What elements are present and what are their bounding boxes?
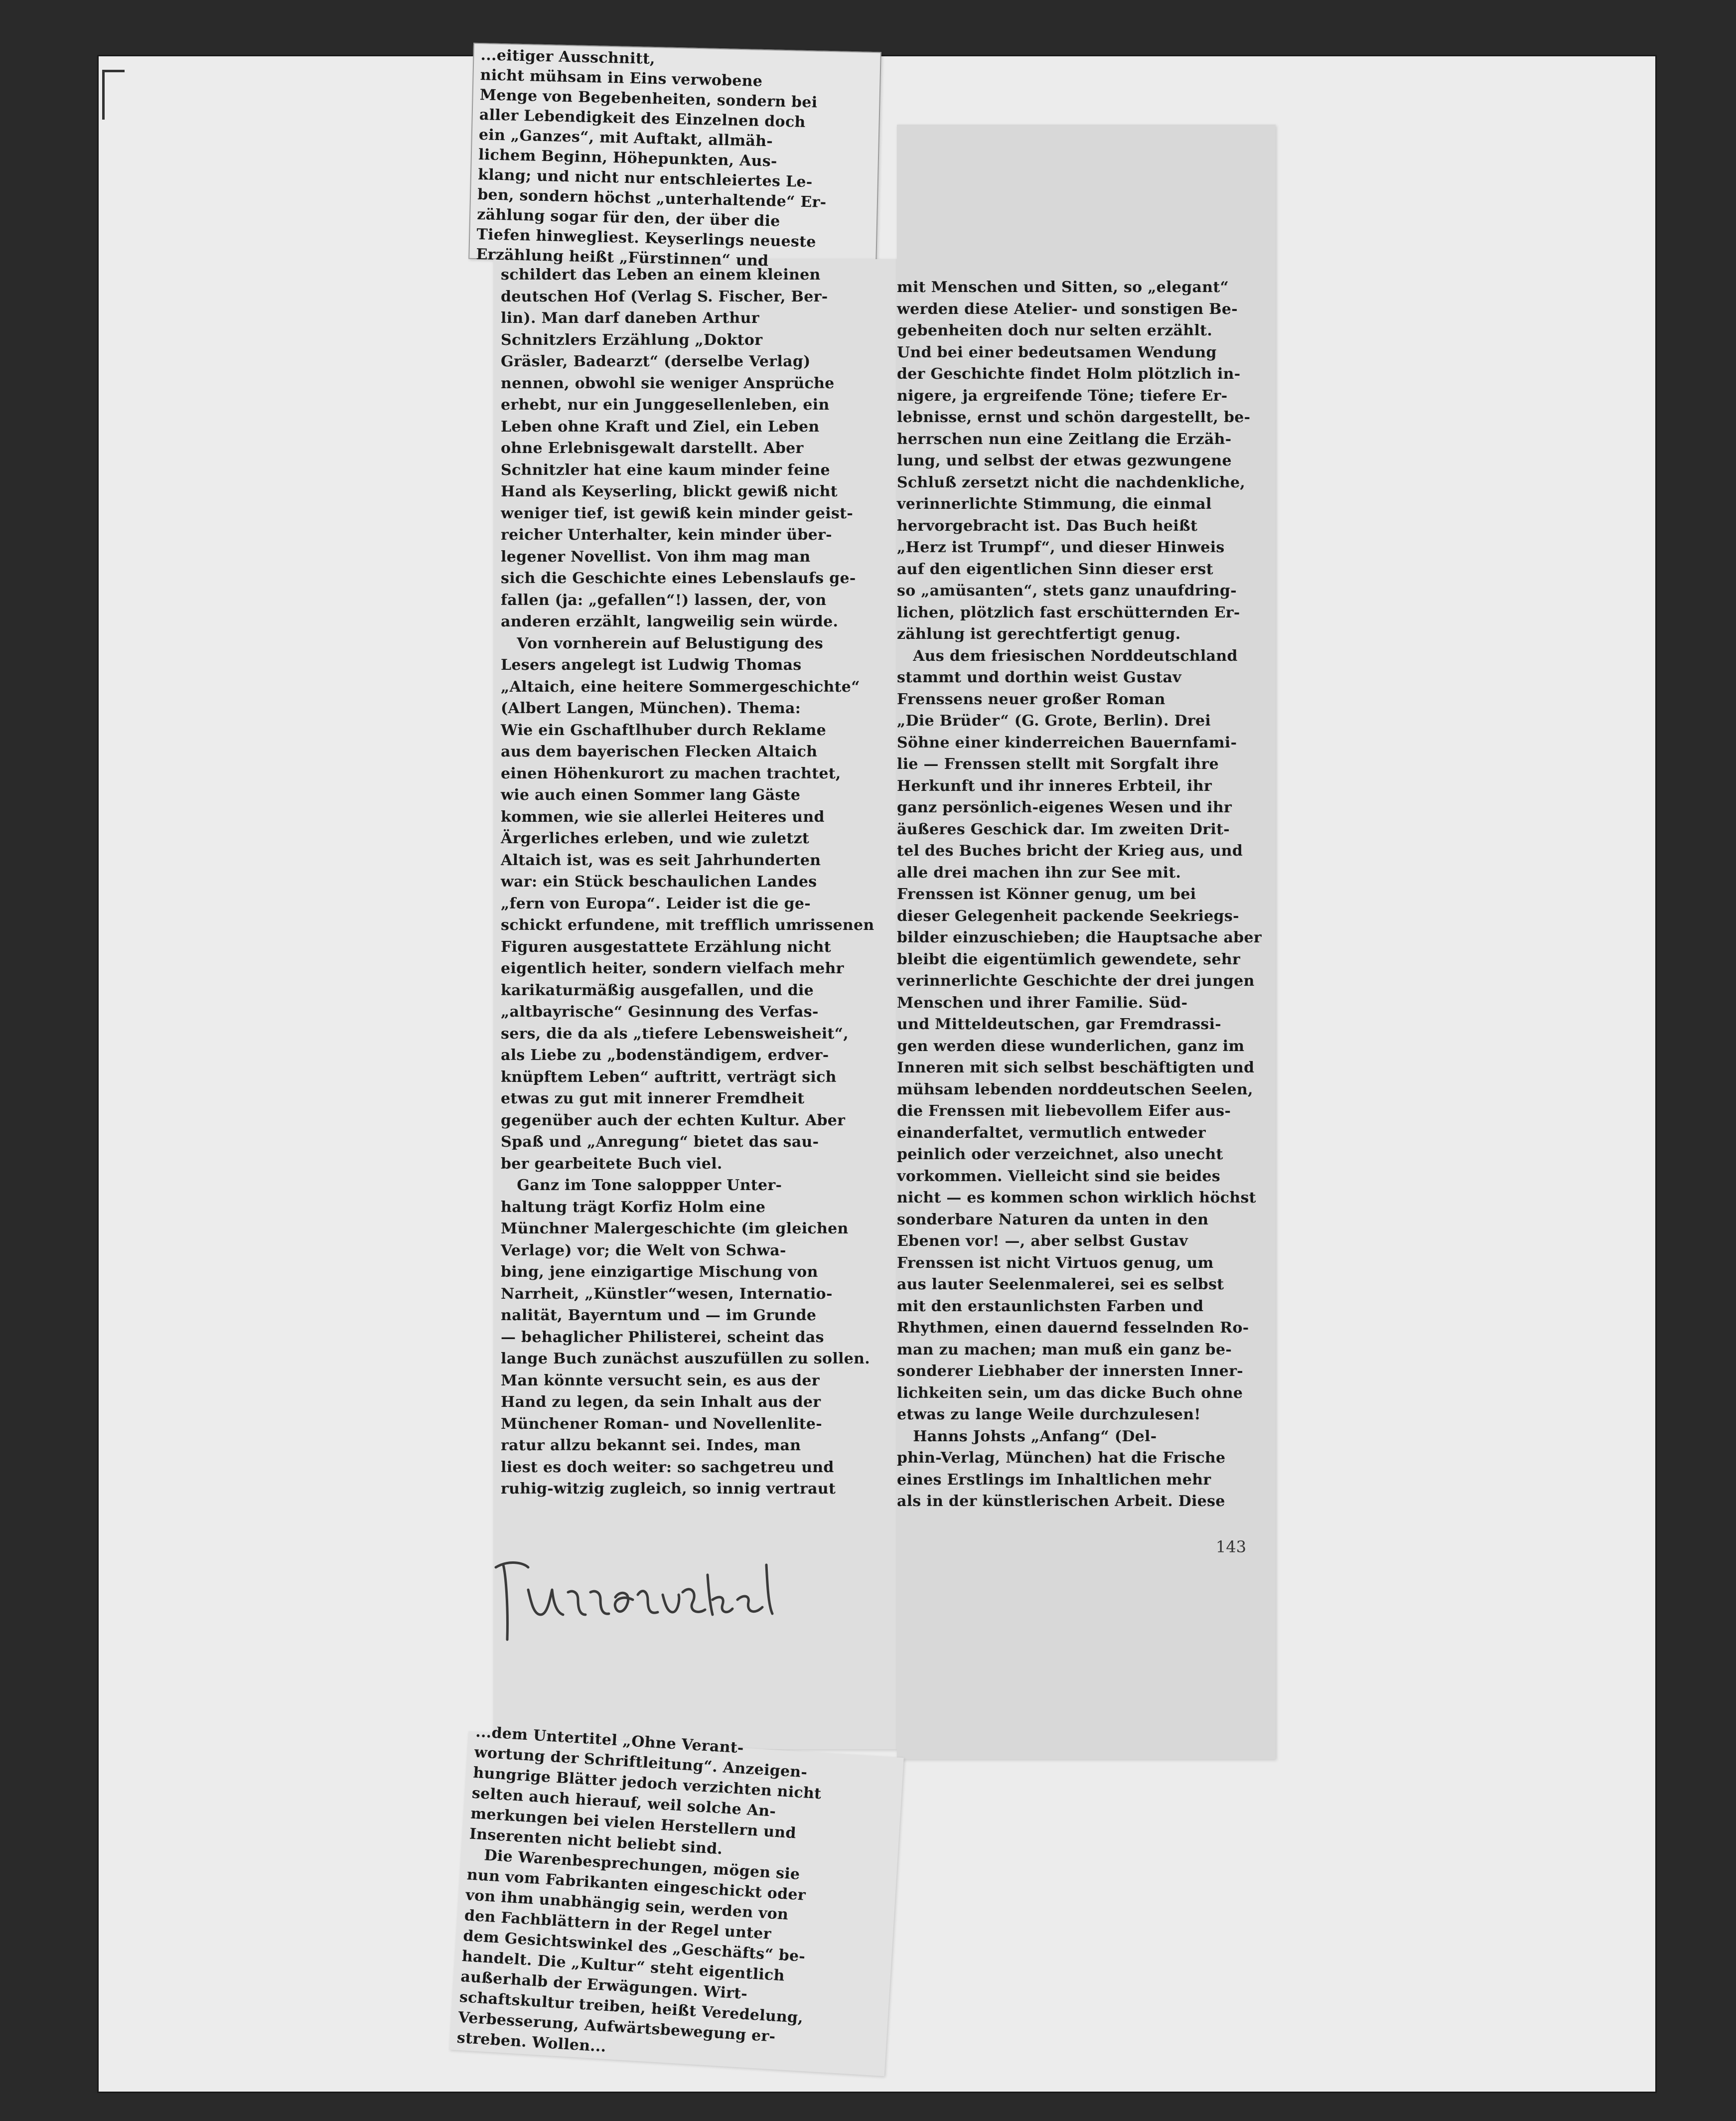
clipping-bottom-text: ...dem Untertitel „Ohne Verant- wortung der Schriftleitung“. Anzeigen- hungrige Blätter jedoch verzichten nicht selten auch hierauf, weil solche An- merkungen bei vielen Herstellern und Inserenten nicht beliebt sind. Die Warenbesprechungen, mögen sie nun vom Fabrikanten eingeschickt oder von ihm unabhängig sein, werden von den Fachblättern in der Regel unter dem Gesichtswinkel des „Geschäfts“ be- handelt. Die „Kultur“ steht eigentlich außerhalb der Erwägungen. Wirt- schaftskultur treiben, heißt Veredelung, Verbesserung, Aufwärtsbewegung er- streben. Wollen... <box>456 1723 822 2056</box>
page-number: 143 <box>1216 1537 1247 1556</box>
handwritten-signature <box>493 1545 792 1650</box>
corner-crop-mark <box>102 70 125 120</box>
clipping-top-text: ...eitiger Ausschnitt, nicht mühsam in Eins verwobene Menge von Begebenheiten, sondern bei aller Lebendigkeit des Einzelnen doch ein „Ganzes“, mit Auftakt, allmäh- lichem Beginn, Höhepunkten, Aus- klang; und nicht nur entschleiertes Le- ben, sondern höchst „unterhaltende“ Er- zählung sogar für den, der über die Tiefen hinwegliest. Keyserlings neueste Erzählung heißt „Fürstinnen“ und <box>476 46 827 270</box>
right-column-text: mit Menschen und Sitten, so „elegant“ werden diese Atelier- und sonstigen Be- gebenheiten doch nur selten erzählt. Und bei einer bedeutsamen Wendung der Geschichte findet Holm plötzlich in- nigere, ja ergreifende Töne; tiefere Er- lebnisse, ernst und schön dargestellt, be- herrschen nun eine Zeitlang die Erzäh- lung, und selbst der etwas gezwungene Schluß zersetzt nicht die nachdenkliche, verinnerlichte Stimmung, die einmal hervorgebracht ist. Das Buch heißt „Herz ist Trumpf“, und dieser Hinweis auf den eigentlichen Sinn dieser erst so „amüsanten“, stets ganz unaufdring- lichen, plötzlich fast erschütternden Er- zählung ist gerechtfertigt genug. Aus dem friesischen Norddeutschland stammt und dorthin weist Gustav Frenssens neuer großer Roman „Die Brüder“ (G. Grote, Berlin). Drei Söhne einer kinderreichen Bauernfami- lie — Frenssen stellt mit Sorgfalt ihre Herkunft und ihr inneres Erbteil, ihr ganz persönlich-eigenes Wesen und ihr äußeres Geschick dar. Im zweiten Drit- tel des Buches bricht der Krieg aus, und alle drei machen ihn zur See mit. Frenssen ist Könner genug, um bei dieser Gelegenheit packende Seekriegs- bilder einzuschieben; die Hauptsache aber bleibt die eigentümlich gewendete, sehr verinnerlichte Geschichte der drei jungen Menschen und ihrer Familie. Süd- und Mitteldeutschen, gar Fremdrassi- gen werden diese wunderlichen, ganz im Inneren mit sich selbst beschäftigten und mühsam lebenden norddeutschen Seelen, die Frenssen mit liebevollem Eifer aus- einanderfaltet, vermutlich entweder peinlich oder verzeichnet, also unecht vorkommen. Vielleicht sind sie beides nicht — es kommen schon wirklich höchst sonderbare Naturen da unten in den Ebenen vor! —, aber selbst Gustav Frenssen ist nicht Virtuos genug, um aus lauter Seelenmalerei, sei es selbst mit den erstaunlichsten Farben und Rhythmen, einen dauernd fesselnden Ro- man zu machen; man muß ein ganz be- sonderer Liebhaber der innersten Inner- lichkeiten sein, um das dicke Buch ohne etwas zu lange Weile durchzulesen! Hanns Johsts „Anfang“ (Del- phin-Verlag, München) hat die Frische eines Erstlings im Inhaltlichen mehr als in der künstlerischen Arbeit. Diese <box>897 279 1262 1510</box>
left-column-text: schildert das Leben an einem kleinen deutschen Hof (Verlag S. Fischer, Ber- lin). Man darf daneben Arthur Schnitzlers Erzählung „Doktor Gräsler, Badearzt“ (derselbe Verlag) nennen, obwohl sie weniger Ansprüche erhebt, nur ein Junggesellenleben, ein Leben ohne Kraft und Ziel, ein Leben ohne Erlebnisgewalt darstellt. Aber Schnitzler hat eine kaum minder feine Hand als Keyserling, blickt gewiß nicht weniger tief, ist gewiß kein minder geist- reicher Unterhalter, kein minder über- legener Novellist. Von ihm mag man sich die Geschichte eines Lebenslaufs ge- fallen (ja: „gefallen“!) lassen, der, von anderen erzählt, langweilig sein würde. Von vornherein auf Belustigung des Lesers angelegt ist Ludwig Thomas „Altaich, eine heitere Sommergeschichte“ (Albert Langen, München). Thema: Wie ein Gschaftlhuber durch Reklame aus dem bayerischen Flecken Altaich einen Höhenkurort zu machen trachtet, wie auch einen Sommer lang Gäste kommen, wie sie allerlei Heiteres und Ärgerliches erleben, und wie zuletzt Altaich ist, was es seit Jahrhunderten war: ein Stück beschaulichen Landes „fern von Europa“. Leider ist die ge- schickt erfundene, mit trefflich umrissenen Figuren ausgestattete Erzählung nicht eigentlich heiter, sondern vielfach mehr karikaturmäßig ausgefallen, und die „altbayrische“ Gesinnung des Verfas- sers, die da als „tiefere Lebensweisheit“, als Liebe zu „bodenständigem, erdver- knüpftem Leben“ auftritt, verträgt sich etwas zu gut mit innerer Fremdheit gegenüber auch der echten Kultur. Aber Spaß und „Anregung“ bietet das sau- ber gearbeitete Buch viel. Ganz im Tone saloppper Unter- haltung trägt Korfiz Holm eine Münchner Malergeschichte (im gleichen Verlage) vor; die Welt von Schwa- bing, jene einzigartige Mischung von Narrheit, „Künstler“wesen, Internatio- nalität, Bayerntum und — im Grunde — behaglicher Philisterei, scheint das lange Buch zunächst auszufüllen zu sollen. Man könnte versucht sein, es aus der Hand zu legen, da sein Inhalt aus der Münchener Roman- und Novellenlite- ratur allzu bekannt sei. Indes, man liest es doch weiter: so sachgetreu und ruhig-witzig zugleich, so innig vertraut <box>501 266 874 1498</box>
